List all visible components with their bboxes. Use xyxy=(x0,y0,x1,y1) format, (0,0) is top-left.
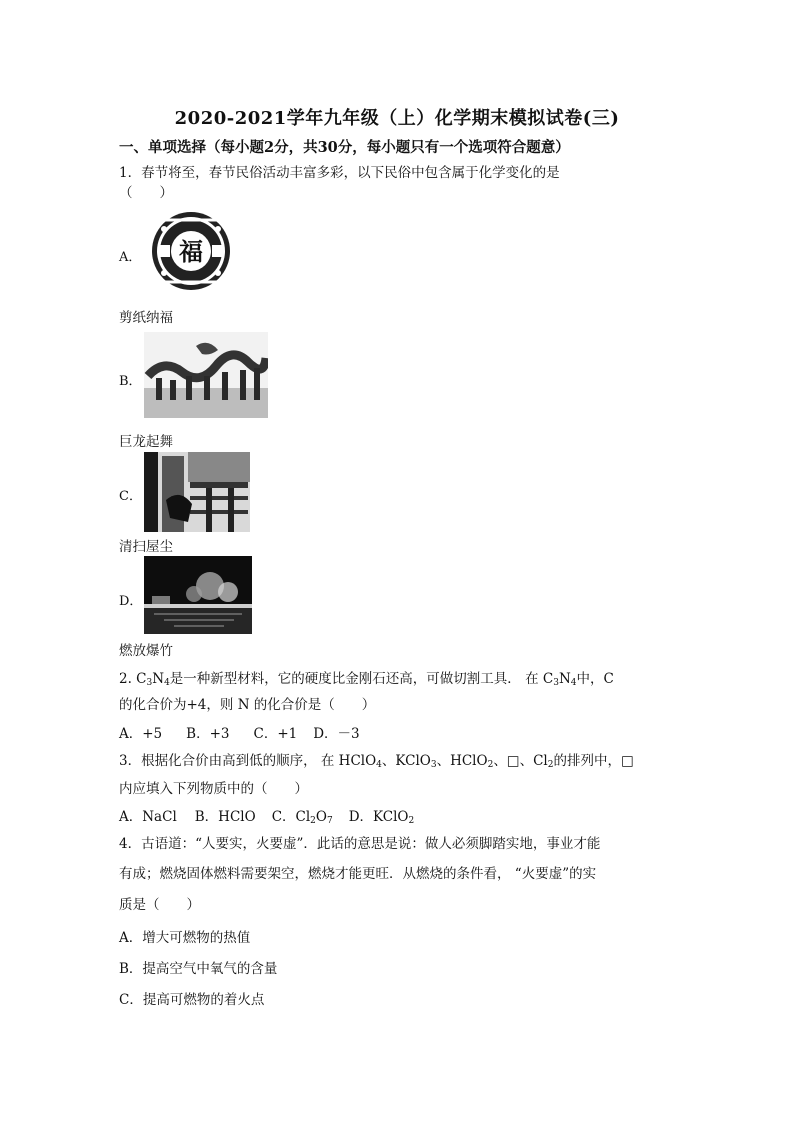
q4-line1: 4．古语道：“人要实，火要虚”．此话的意思是说：做人必须脚踏实地，事业才能 xyxy=(119,836,601,852)
q1-option-b-letter: B． xyxy=(119,374,142,389)
q1-option-c-letter: C． xyxy=(119,489,142,504)
q3-option-b: B．HClO xyxy=(194,809,256,825)
q2-sub: 3 xyxy=(146,678,153,688)
q4-option-c: C．提高可燃物的着火点 xyxy=(119,992,265,1008)
q1-option-a-letter: A． xyxy=(119,250,142,265)
fireworks-image xyxy=(144,556,252,634)
q2-line1 xyxy=(119,667,614,687)
q2-text: 是一种新型材料，它的硬度比金刚石还高，可做切割工具． 在 C xyxy=(169,671,554,687)
q1-stem: 1．春节将至，春节民俗活动丰富多彩，以下民俗中包含属于化学变化的是 xyxy=(119,165,560,181)
house-cleaning-image xyxy=(144,452,250,532)
q3-line2: 内应填入下列物质中的（ ） xyxy=(119,781,308,797)
q2-line2: 的化合价为+4，则 N 的化合价是（ ） xyxy=(119,697,376,713)
q3-sub: 3 xyxy=(430,760,437,770)
q3-text: 、HClO xyxy=(436,753,488,769)
q4-option-a: A．增大可燃物的热值 xyxy=(119,930,251,946)
exam-title: 2020-2021学年九年级（上）化学期末模拟试卷(三) xyxy=(174,108,620,129)
q3-line1 xyxy=(119,749,634,769)
q1-option-c-caption: 清扫屋尘 xyxy=(119,539,173,555)
q2-sub: 3 xyxy=(553,678,559,688)
q2-text: N xyxy=(152,671,165,687)
q3-text: 、□、Cl xyxy=(493,753,548,769)
q2-text: 2. C xyxy=(119,671,147,687)
q2-text: N xyxy=(558,671,571,687)
q4-line2: 有成；燃烧固体燃料需要架空，燃烧才能更旺．从燃烧的条件看， “火要虚”的实 xyxy=(119,866,597,882)
q2-option-b: B．+3 xyxy=(186,726,230,742)
q1-option-b-caption: 巨龙起舞 xyxy=(119,434,173,450)
dragon-dance-image xyxy=(144,332,268,418)
q3-options xyxy=(119,805,414,825)
fu-character: 福 xyxy=(179,237,203,266)
q1-option-a-caption: 剪纸纳福 xyxy=(119,310,173,326)
q2-sub: 4 xyxy=(570,678,577,688)
paper-cut-fu-image xyxy=(144,209,238,293)
q4-line3: 质是（ ） xyxy=(119,897,200,913)
q3-sub: 2 xyxy=(547,760,554,770)
q3-sub: 2 xyxy=(487,760,494,770)
q4-option-b: B．提高空气中氧气的含量 xyxy=(119,961,278,977)
q1-option-d-letter: D． xyxy=(119,594,143,609)
q2-option-c: C．+1 xyxy=(253,726,298,742)
q3-option-d: D．KClO$_2$ xyxy=(348,809,415,826)
q1-option-d-caption: 燃放爆竹 xyxy=(119,643,173,659)
q3-text: 、KClO xyxy=(381,753,431,769)
q2-option-d: D．－3 xyxy=(313,726,360,742)
q2-sub: 4 xyxy=(164,678,170,688)
q2-option-a: A．+5 xyxy=(119,726,163,742)
q2-text: 中，C xyxy=(576,671,614,687)
q3-option-a: A．NaCl xyxy=(119,809,177,825)
q3-text: 3．根据化合价由高到低的顺序， 在 HClO xyxy=(119,753,377,769)
section-heading: 一、单项选择（每小题2分，共30分，每小题只有一个选项符合题意） xyxy=(119,139,570,156)
q2-options xyxy=(119,722,360,742)
q3-sub: 4 xyxy=(376,760,382,770)
q1-paren: （ ） xyxy=(119,185,173,201)
q3-text: 的排列中，□ xyxy=(553,753,634,769)
q3-option-c: C．$Cl_2O_7$ xyxy=(271,809,333,826)
